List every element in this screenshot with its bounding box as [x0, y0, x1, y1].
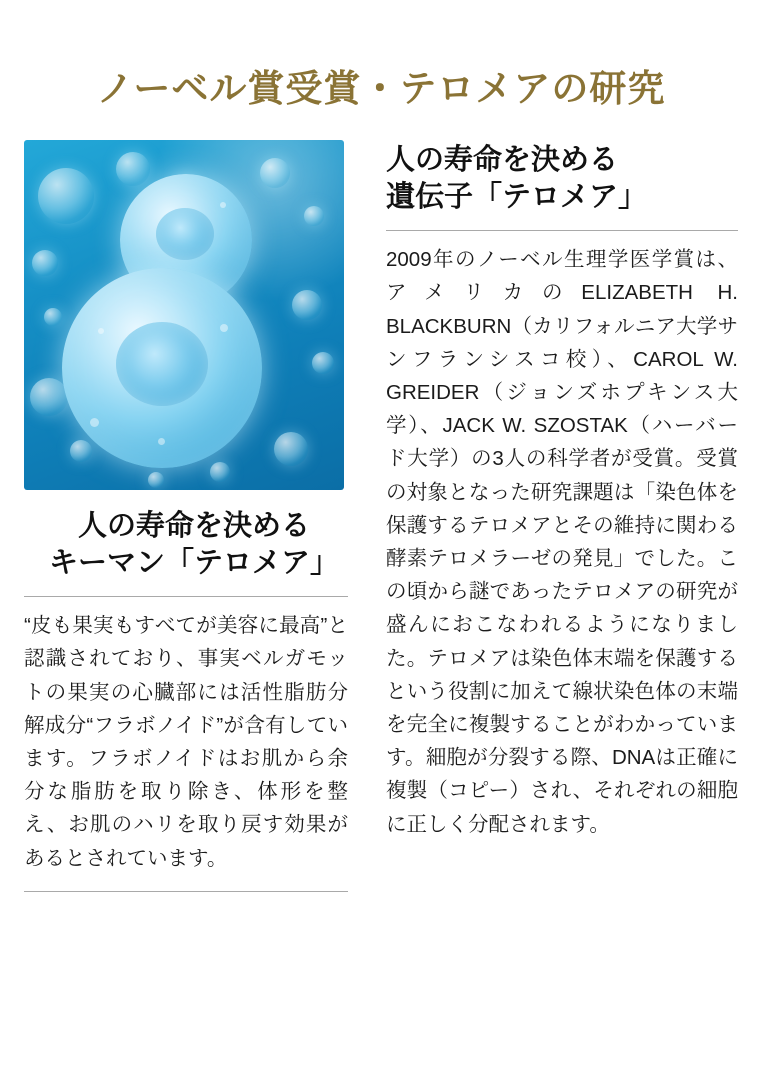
left-heading-line-1: 人の寿命を決める	[77, 510, 310, 542]
right-column-divider-top	[386, 230, 738, 231]
left-column-divider-bottom	[24, 891, 348, 892]
left-heading-line-2: キーマン「テロメア」	[48, 547, 339, 580]
right-heading-line-2: 遺伝子「テロメア」	[386, 181, 648, 214]
left-column-heading	[24, 508, 364, 582]
lower-cell-nucleus	[116, 322, 208, 406]
left-column-divider-top	[24, 596, 348, 597]
lower-cell	[62, 268, 262, 468]
two-column-layout	[24, 140, 738, 892]
right-column	[364, 140, 738, 841]
right-column-heading	[386, 142, 738, 216]
page-title: ノーベル賞受賞・テロメアの研究	[96, 68, 666, 109]
left-column	[24, 140, 364, 892]
upper-cell-nucleus	[156, 208, 214, 260]
left-column-body: “皮も果実もすべてが美容に最高”と認識されており、事実ベルガモットの果実の心臓部には活性脂肪分解成分“フラボノイド”が含有しています。フラボノイドはお肌から余分な脂肪を取り除き、体形を整え、お肌のハリを取り戻す効果があるとされています。	[24, 614, 348, 870]
cell-division-image	[24, 140, 344, 490]
right-heading-line-1: 人の寿命を決める	[386, 144, 619, 176]
right-column-body: 2009年のノーベル生理学医学賞は、アメリカのELIZABETH H. BLACKBURN（カリフォルニア大学サンフランシスコ校）、CAROL W. GREIDER（ジョンズホプキンス大学）、JACK W. SZOSTAK（ハーバード大学）の3人の科学者が受賞。受賞の対象となった研究課題は「染色体を保護するテロメアとその維持に関わる酵素テロメラーゼの発見」でした。この頃から謎であったテロメアの研究が盛んにおこなわれるようになりました。テロメアは染色体末端を保護するという役割に加えて線状染色体の末端を完全に複製することがわかっています。細胞が分裂する際、DNAは正確に複製（コピー）され、それぞれの細胞に正しく分配されます。	[386, 248, 738, 836]
